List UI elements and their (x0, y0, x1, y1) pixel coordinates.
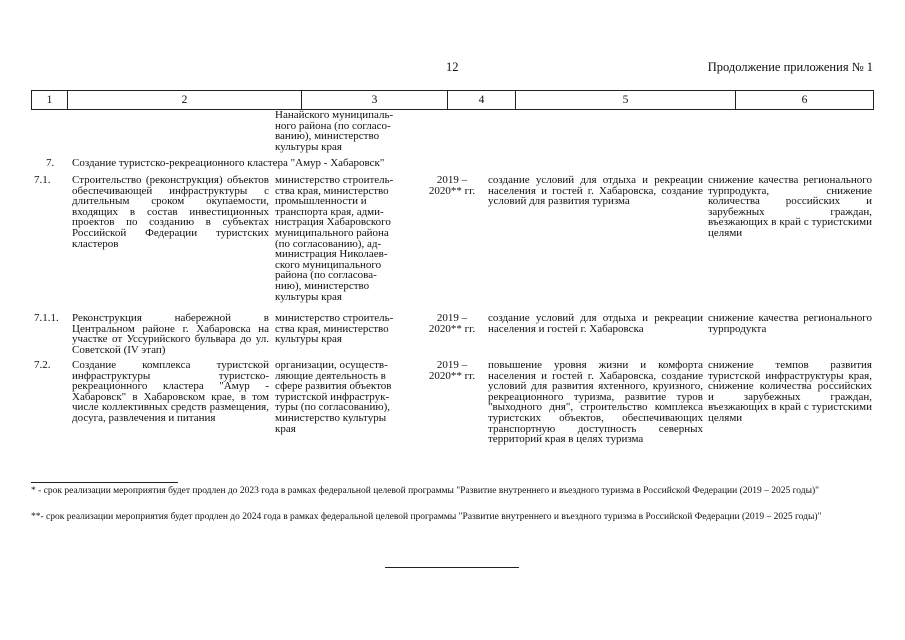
row-executor: организации, осуществ- ляющие деятельность в сфере развития объектов туристской инфраструк- туры (по согласованию), министерство культуры края (275, 359, 392, 435)
column-header-2: 2 (68, 91, 302, 109)
row-consequence: снижение качества регионального турпродукта (708, 312, 872, 335)
row-consequence: снижение качества регионального турпродукта, снижение количества российских и зарубежных граждан, въезжающих в край с туристскими целями (708, 174, 872, 239)
row-measure: Создание комплекса туристской инфраструктуры туристско-рекреационного кластера "Амур - Хабаровск" в Хабаровском крае, в том числе коллективных средств размещения, досуга, развлечения и питания (72, 359, 269, 424)
row-measure: Строительство (реконструкция) объектов обеспечивающей инфраструктуры с длительным сроком окупаемости, входящих в состав инвестиционных проектов по созданию в субъектах Российской Федерации туристских кластеров (72, 174, 269, 250)
column-header-6: 6 (736, 91, 874, 109)
section-number: 7. (46, 157, 55, 169)
carry-over-executor: Нанайского муниципаль- ного района (по согласо- ванию), министерство культуры края (275, 109, 394, 153)
row-consequence: снижение темпов развития туристской инфраструктуры края, снижение количества российских и зарубежных граждан, въезжающих в край с туристскими целями (708, 359, 872, 424)
column-header-3: 3 (302, 91, 448, 109)
row-executor: министерство строитель- ства края, министерство культуры края (275, 312, 394, 346)
footnote-separator (31, 482, 178, 483)
row-number: 7.2. (34, 359, 51, 371)
row-number: 7.1.1. (34, 312, 59, 324)
row-executor: министерство строитель- ства края, министерство промышленности и транспорта края, адми- нистрация Хабаровского муниципального района (по согласованию), ад- министрация Николаев- ского муниципального района (по согласова- нию), министерство культуры края (275, 174, 394, 303)
page-number: 12 (446, 60, 459, 74)
bottom-divider (385, 567, 519, 568)
row-result: повышение уровня жизни и комфорта населения и гостей г. Хабаровска, создание условий для развития яхтенного, круизного, рекреационного туризма, развитие туров "выходного дня", строительство комплекса туристских объектов, обеспечивающих транспортную доступность северных территорий края в целях туризма (488, 359, 703, 446)
row-result: создание условий для отдыха и рекреации населения и гостей г. Хабаровска, создание условий для развития туризма (488, 174, 703, 208)
column-header-5: 5 (516, 91, 736, 109)
table-header-row (31, 90, 874, 110)
row-result: создание условий для отдыха и рекреации населения и гостей г. Хабаровска (488, 312, 703, 335)
appendix-label: Продолжение приложения № 1 (707, 60, 873, 74)
footnote-2: **- срок реализации мероприятия будет продлен до 2024 года в рамках федеральной целевой программы "Развитие внутреннего и въездного туризма в Российской Федерации (2019 – 2025 годы)" (31, 512, 822, 522)
row-term: 2019 – 2020** гг. (428, 359, 476, 382)
row-number: 7.1. (34, 174, 51, 186)
row-measure: Реконструкция набережной в Центральном районе г. Хабаровска на участке от Уссурийского бульвара до ул. Советской (IV этап) (72, 312, 269, 356)
row-term: 2019 – 2020** гг. (428, 174, 476, 197)
footnote-1: * - срок реализации мероприятия будет продлен до 2023 года в рамках федеральной целевой программы "Развитие внутреннего и въездного туризма в Российской Федерации (2019 – 2025 годы)" (31, 486, 820, 496)
section-title: Создание туристско-рекреационного кластера "Амур - Хабаровск" (72, 157, 385, 169)
row-term: 2019 – 2020** гг. (428, 312, 476, 335)
column-header-1: 1 (31, 91, 68, 109)
column-header-4: 4 (448, 91, 516, 109)
